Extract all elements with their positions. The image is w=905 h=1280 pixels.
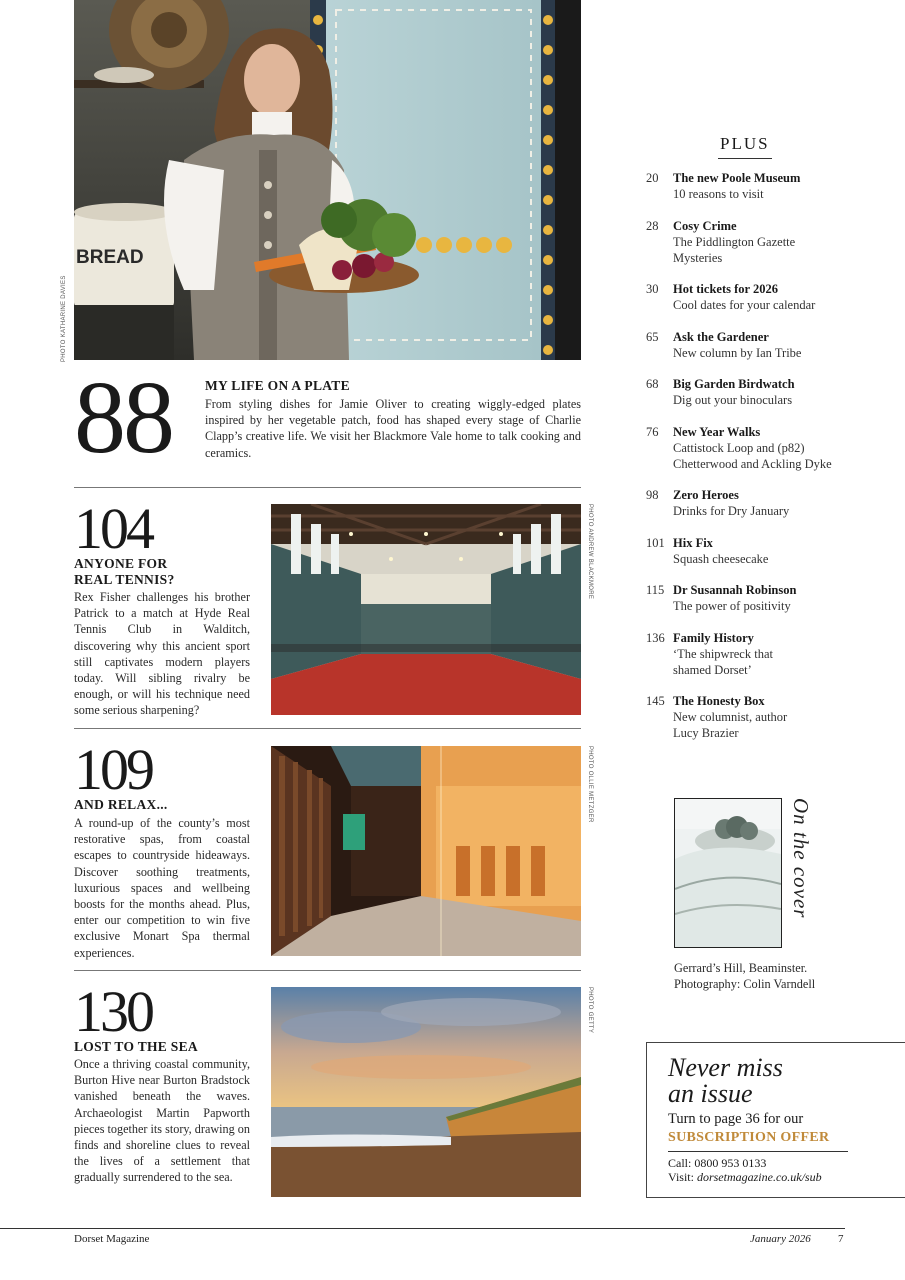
subscribe-heading-line2: an issue [668, 1079, 753, 1108]
subscribe-phone[interactable]: Call: 0800 953 0133 [668, 1156, 767, 1170]
toc-description: Dig out your binoculars [673, 393, 793, 407]
divider-3 [74, 970, 581, 971]
toc-title: The Honesty Box [673, 694, 765, 708]
toc-title: Ask the Gardener [673, 329, 769, 344]
toc-page-number: 65 [646, 329, 659, 344]
toc-item[interactable] [646, 693, 896, 741]
toc-description: 10 reasons to visit [673, 187, 764, 201]
toc-item[interactable] [646, 170, 896, 202]
toc-page-number: 145 [646, 694, 665, 708]
toc-item[interactable] [646, 218, 896, 266]
subscribe-heading-line1: Never miss [668, 1053, 783, 1082]
cover-caption-credit: Photography: Colin Varndell [674, 977, 816, 991]
cover-caption-location: Gerrard’s Hill, Beaminster. [674, 961, 808, 975]
toc-title: Family History [673, 630, 754, 645]
feature-number-130: 130 [74, 979, 152, 1044]
divider-2 [74, 728, 581, 729]
feature-body-and-relax: A round-up of the county’s most restorative spas, from coastal escapes to countryside hideaways. Discover soothing treatments, luxurious spaces and wellbeing boosts for the months ahead. Plus, enter our competition to win five exclusive Monart Spa thermal experiences. [74, 816, 250, 960]
footer-issue-date: January 2026 [750, 1233, 811, 1245]
feature-number-88: 88 [74, 360, 172, 475]
footer-page-number: 7 [838, 1233, 844, 1245]
toc-description: Cattistock Loop and (p82) Chetterwood and Ackling Dyke [673, 440, 832, 471]
subscribe-page-line: Turn to page 36 for our [668, 1111, 804, 1127]
photo-potter-portrait [74, 0, 581, 360]
feature-body-real-tennis: Rex Fisher challenges his brother Patrick to a match at Hyde Real Tennis Club in Walditch, discovering why this ancient sport still captivates modern players today. Will sibling rivalry be enough, or will his technique need some serious sharpening? [74, 590, 250, 718]
feature-number-109: 109 [74, 737, 152, 802]
toc-description: ‘The shipwreck that shamed Dorset’ [673, 646, 773, 677]
toc-title: Dr Susannah Robinson [673, 583, 797, 597]
subscribe-website-label: Visit: [668, 1170, 697, 1184]
toc-description: Cool dates for your calendar [673, 298, 816, 312]
photo-coastal-cliffs [271, 987, 581, 1197]
feature-headline-life-on-plate: MY LIFE ON A PLATE [205, 378, 350, 393]
toc-item[interactable] [646, 582, 896, 614]
toc-title: Cosy Crime [673, 218, 737, 233]
toc-page-number: 68 [646, 377, 659, 391]
feature-headline-and-relax: AND RELAX... [74, 797, 168, 812]
toc-item[interactable] [646, 329, 896, 361]
divider-1 [74, 487, 581, 488]
toc-title: New Year Walks [673, 424, 761, 439]
footer-magazine-name: Dorset Magazine [74, 1233, 150, 1245]
toc-item[interactable] [646, 281, 896, 313]
photo-credit-2: PHOTO ANDREW BLACKMORE [587, 504, 593, 600]
subscribe-website-url[interactable]: dorsetmagazine.co.uk/sub [696, 1170, 822, 1184]
feature-body-lost-to-sea: Once a thriving coastal community, Burton Hive near Burton Bradstock vanished beneath the waves. Archaeologist Martin Papworth pieces together its story, drawing on finds and shoreline clues to reveal the lives of a settlement that gradually surrendered to the sea. [74, 1057, 250, 1185]
toc-page-number: 30 [646, 282, 659, 296]
footer-rule [0, 1228, 845, 1229]
toc-item[interactable] [646, 424, 896, 472]
toc-title: Big Garden Birdwatch [673, 377, 795, 391]
coast-illustration [271, 987, 581, 1197]
toc-description: Drinks for Dry January [673, 504, 790, 518]
cover-thumbnail[interactable] [674, 798, 782, 948]
feature-body-life-on-plate: From styling dishes for Jamie Oliver to creating wiggly-edged plates inspired by her vegetable patch, food has shaped every stage of Charlie Clapp’s creative life. We visit her Blackmore Vale home to talk cooking and ceramics. [205, 397, 581, 460]
subscription-box[interactable] [646, 1042, 905, 1198]
photo-spa-interior [271, 746, 581, 956]
toc-description: New columnist, author Lucy Brazier [673, 710, 788, 740]
bread-bin-label: BREAD [76, 247, 144, 268]
photo-real-tennis-court [271, 504, 581, 715]
photo-credit-1: PHOTO KATHARINE DAVIES [61, 275, 67, 362]
subscribe-website[interactable] [668, 1170, 822, 1185]
plus-heading: PLUS [720, 134, 770, 153]
toc-title: Zero Heroes [673, 488, 739, 502]
cover-heading: On the cover [789, 798, 813, 919]
plus-underline [718, 158, 772, 159]
toc-page-number: 98 [646, 488, 659, 502]
toc-page-number: 28 [646, 218, 659, 233]
toc-page-number: 136 [646, 630, 665, 645]
subscribe-offer-link[interactable]: SUBSCRIPTION OFFER [668, 1130, 830, 1145]
toc-description: New column by Ian Tribe [673, 345, 802, 360]
toc-title: Hix Fix [673, 535, 713, 550]
feature-number-104: 104 [74, 496, 152, 561]
cover-caption [674, 960, 815, 992]
spa-illustration [271, 746, 581, 956]
toc-description: Squash cheesecake [673, 551, 769, 566]
feature-headline-real-tennis: ANYONE FOR REAL TENNIS? [74, 556, 175, 587]
subscribe-divider [668, 1151, 848, 1152]
portrait-illustration [74, 0, 581, 360]
cover-illustration [675, 799, 781, 947]
toc-item[interactable] [646, 376, 896, 408]
plus-contents-list [646, 170, 896, 757]
toc-page-number: 20 [646, 171, 659, 185]
toc-page-number: 76 [646, 424, 659, 439]
toc-item[interactable] [646, 630, 896, 678]
toc-description: The Piddlington Gazette Mysteries [673, 234, 796, 265]
photo-credit-4: PHOTO GETTY [587, 987, 593, 1034]
toc-page-number: 101 [646, 535, 665, 550]
toc-item[interactable] [646, 487, 896, 519]
subscribe-heading [668, 1055, 783, 1107]
toc-title: Hot tickets for 2026 [673, 282, 778, 296]
toc-item[interactable] [646, 535, 896, 567]
toc-title: The new Poole Museum [673, 171, 801, 185]
photo-credit-3: PHOTO OLLIE METZGER [587, 746, 593, 823]
feature-headline-lost-to-sea: LOST TO THE SEA [74, 1039, 198, 1054]
toc-description: The power of positivity [673, 599, 791, 613]
toc-page-number: 115 [646, 583, 665, 597]
tennis-court-illustration [271, 504, 581, 715]
